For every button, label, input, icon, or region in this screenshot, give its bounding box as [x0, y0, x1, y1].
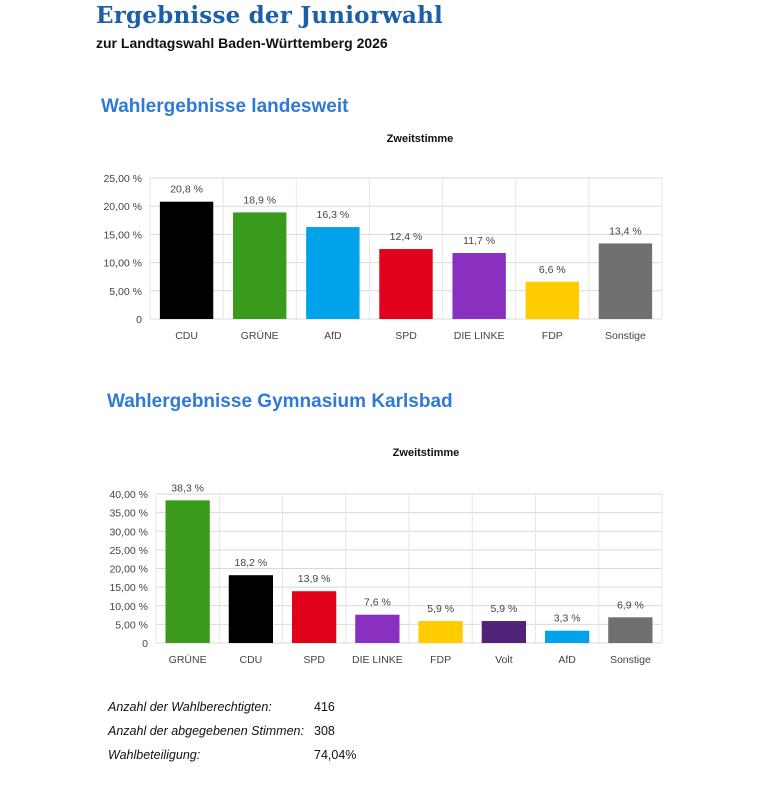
data-label: 13,9 %: [297, 573, 331, 586]
section-title-landesweit: Wahlergebnisse landesweit: [101, 96, 349, 117]
bar-fdp: [418, 621, 462, 643]
y-tick-label: 15,00 %: [109, 582, 148, 595]
x-tick-label: FDP: [430, 654, 452, 666]
y-tick-label: 20,00 %: [109, 563, 148, 576]
x-tick-label: SPD: [395, 330, 417, 342]
chart-karlsbad: [90, 440, 680, 675]
y-tick-label: 40,00 %: [109, 489, 148, 501]
section-title-karlsbad: Wahlergebnisse Gymnasium Karlsbad: [107, 391, 453, 412]
data-label: 13,4 %: [609, 225, 642, 238]
x-tick-label: Volt: [495, 654, 513, 666]
x-tick-label: DIE LINKE: [351, 654, 403, 666]
stat-label: Anzahl der abgegebenen Stimmen:: [108, 724, 304, 738]
y-tick-label: 10,00 %: [103, 257, 142, 270]
x-tick-label: Sonstige: [604, 330, 646, 342]
stat-label: Anzahl der Wahlberechtigten:: [108, 700, 272, 714]
y-tick-label: 30,00 %: [109, 526, 148, 539]
bar-spd: [379, 249, 432, 319]
y-tick-label: 5,00 %: [109, 285, 142, 298]
data-label: 3,3 %: [553, 612, 581, 625]
x-tick-label: Sonstige: [609, 654, 651, 666]
x-tick-label: SPD: [303, 654, 325, 666]
y-tick-label: 25,00 %: [103, 173, 142, 185]
x-tick-label: GRÜNE: [168, 654, 207, 666]
y-tick-label: 25,00 %: [109, 544, 148, 557]
data-label: 6,6 %: [538, 263, 566, 276]
x-tick-label: AfD: [558, 654, 576, 666]
x-tick-label: DIE LINKE: [453, 330, 505, 342]
data-label: 11,7 %: [463, 235, 496, 248]
stat-label: Wahlbeteiligung:: [108, 748, 201, 762]
y-tick-label: 5,00 %: [115, 619, 148, 632]
stat-value: 308: [314, 724, 335, 738]
x-tick-label: FDP: [541, 330, 563, 342]
data-label: 16,3 %: [316, 209, 350, 222]
bar-afd: [545, 631, 589, 643]
x-tick-label: GRÜNE: [240, 330, 279, 342]
y-tick-label: 0: [142, 638, 148, 650]
bar-die-linke: [355, 615, 399, 643]
bar-sonstige: [608, 617, 652, 643]
x-tick-label: CDU: [239, 654, 263, 666]
bar-volt: [482, 621, 526, 643]
y-tick-label: 0: [136, 314, 142, 326]
chart-title: Zweitstimme: [386, 133, 454, 145]
data-label: 5,9 %: [427, 603, 455, 616]
bar-grüne: [165, 500, 209, 643]
data-label: 5,9 %: [490, 603, 518, 616]
page-title: Ergebnisse der Juniorwahl: [96, 2, 443, 29]
data-label: 18,9 %: [243, 194, 277, 207]
bar-sonstige: [599, 243, 652, 319]
bar-spd: [292, 591, 336, 643]
y-tick-label: 10,00 %: [109, 600, 148, 613]
y-tick-label: 35,00 %: [109, 507, 148, 520]
data-label: 6,9 %: [616, 599, 644, 612]
bar-die-linke: [452, 253, 505, 319]
data-label: 20,8 %: [170, 183, 203, 196]
bar-afd: [306, 227, 359, 319]
stat-value: 74,04%: [314, 748, 357, 762]
bar-fdp: [526, 282, 579, 319]
data-label: 18,2 %: [234, 557, 268, 570]
x-tick-label: AfD: [324, 330, 342, 342]
page-subtitle: zur Landtagswahl Baden-Württemberg 2026: [96, 35, 388, 51]
bar-cdu: [160, 202, 213, 319]
chart-landesweit: [90, 122, 680, 352]
stat-value: 416: [314, 700, 335, 714]
y-tick-label: 15,00 %: [103, 229, 142, 242]
x-tick-label: CDU: [175, 330, 198, 342]
bar-cdu: [229, 575, 273, 643]
data-label: 12,4 %: [389, 231, 423, 244]
data-label: 38,3 %: [171, 482, 204, 495]
data-label: 7,6 %: [363, 596, 391, 609]
y-tick-label: 20,00 %: [103, 201, 142, 214]
chart-title: Zweitstimme: [392, 447, 460, 459]
bar-grüne: [233, 212, 286, 319]
